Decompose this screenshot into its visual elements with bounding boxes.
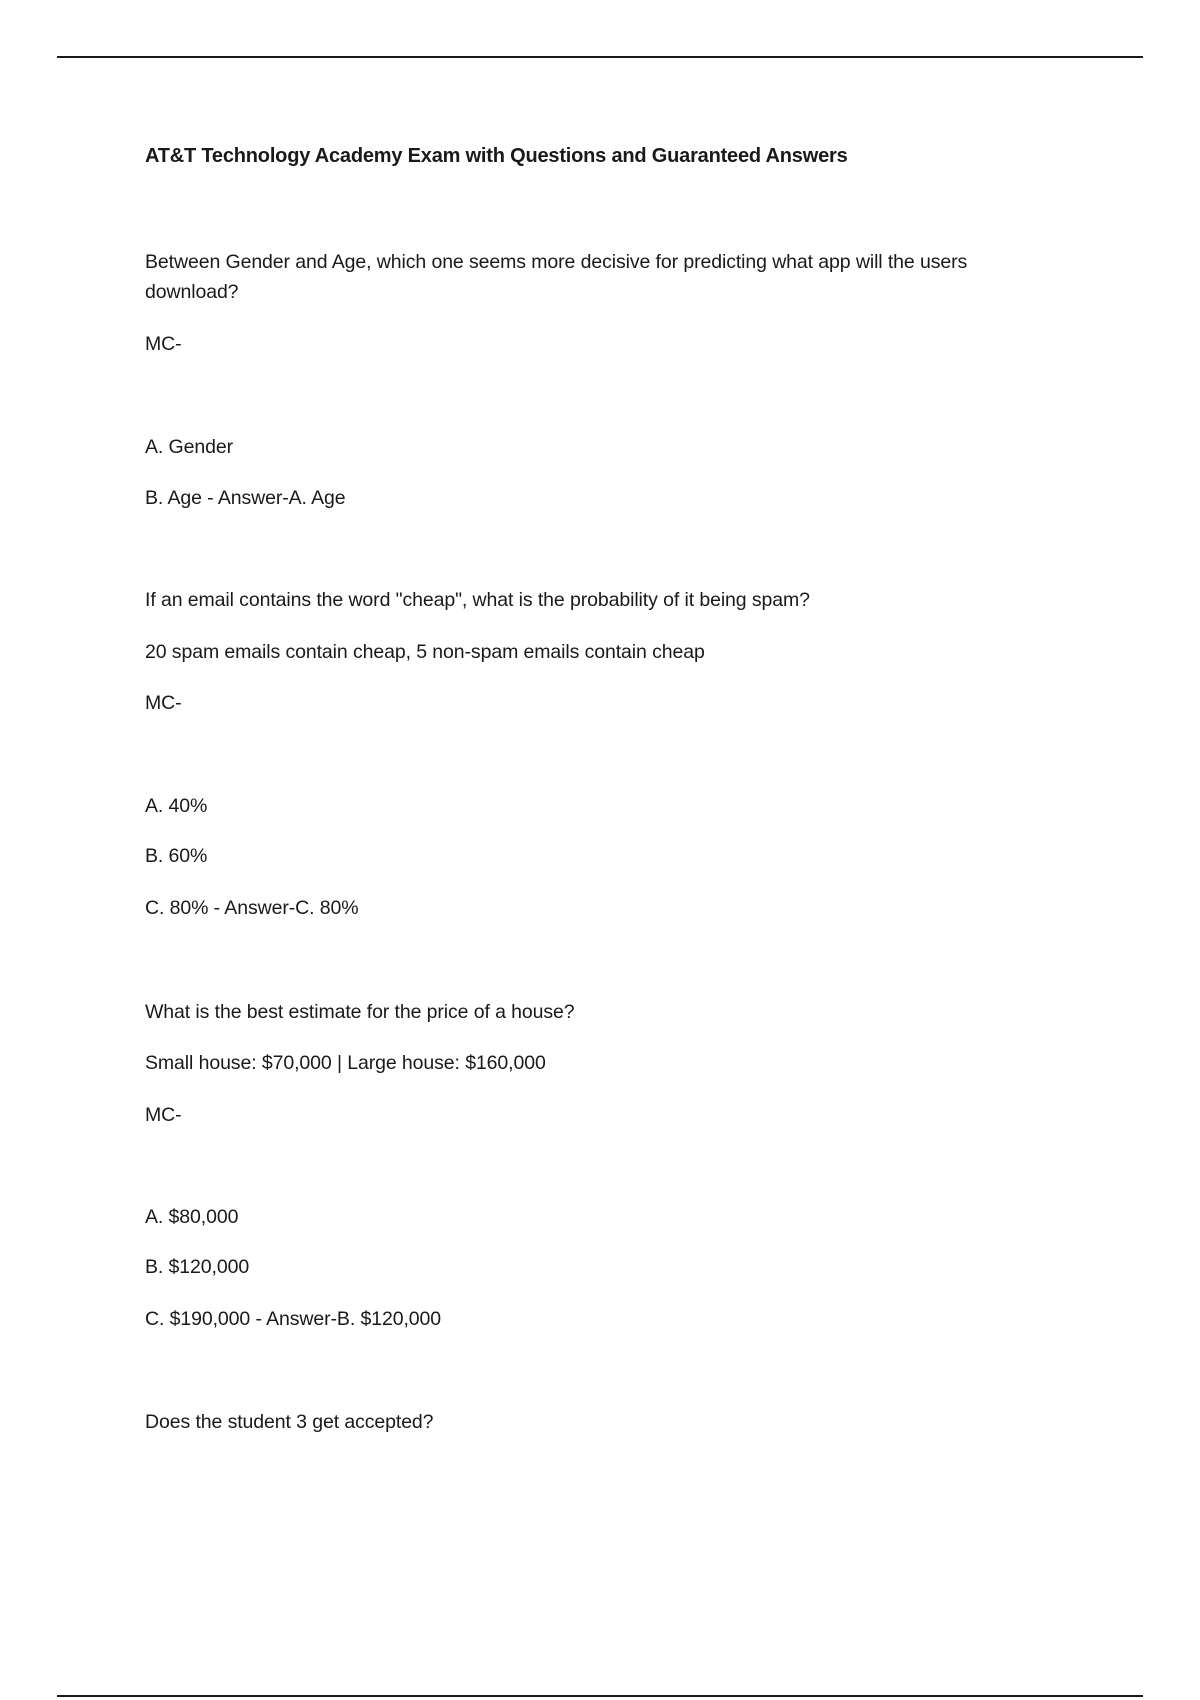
question-3-detail: Small house: $70,000 | Large house: $160,000	[145, 1052, 546, 1074]
question-4-prompt: Does the student 3 get accepted?	[145, 1411, 434, 1433]
question-3-prompt: What is the best estimate for the price of a house?	[145, 1001, 575, 1023]
question-2-option-b: B. 60%	[145, 845, 208, 867]
header-rule	[57, 56, 1143, 58]
question-2-prompt: If an email contains the word "cheap", what is the probability of it being spam?	[145, 589, 810, 611]
question-2-option-a: A. 40%	[145, 795, 208, 817]
question-1-prompt: Between Gender and Age, which one seems more decisive for predicting what app will the users download?	[145, 251, 968, 303]
question-1-type-label: MC-	[145, 333, 182, 355]
question-2-detail: 20 spam emails contain cheap, 5 non-spam emails contain cheap	[145, 641, 705, 663]
question-3-option-a: A. $80,000	[145, 1206, 239, 1228]
question-2-option-c: C. 80% - Answer-C. 80%	[145, 897, 359, 919]
document-title: AT&T Technology Academy Exam with Questions and Guaranteed Answers	[145, 145, 848, 167]
footer-rule	[57, 1695, 1143, 1697]
question-1-option-b: B. Age - Answer-A. Age	[145, 487, 346, 509]
question-3-option-c: C. $190,000 - Answer-B. $120,000	[145, 1308, 441, 1330]
question-3-type-label: MC-	[145, 1104, 182, 1126]
question-3-option-b: B. $120,000	[145, 1256, 250, 1278]
question-1-option-a: A. Gender	[145, 436, 233, 458]
question-2-type-label: MC-	[145, 692, 182, 714]
